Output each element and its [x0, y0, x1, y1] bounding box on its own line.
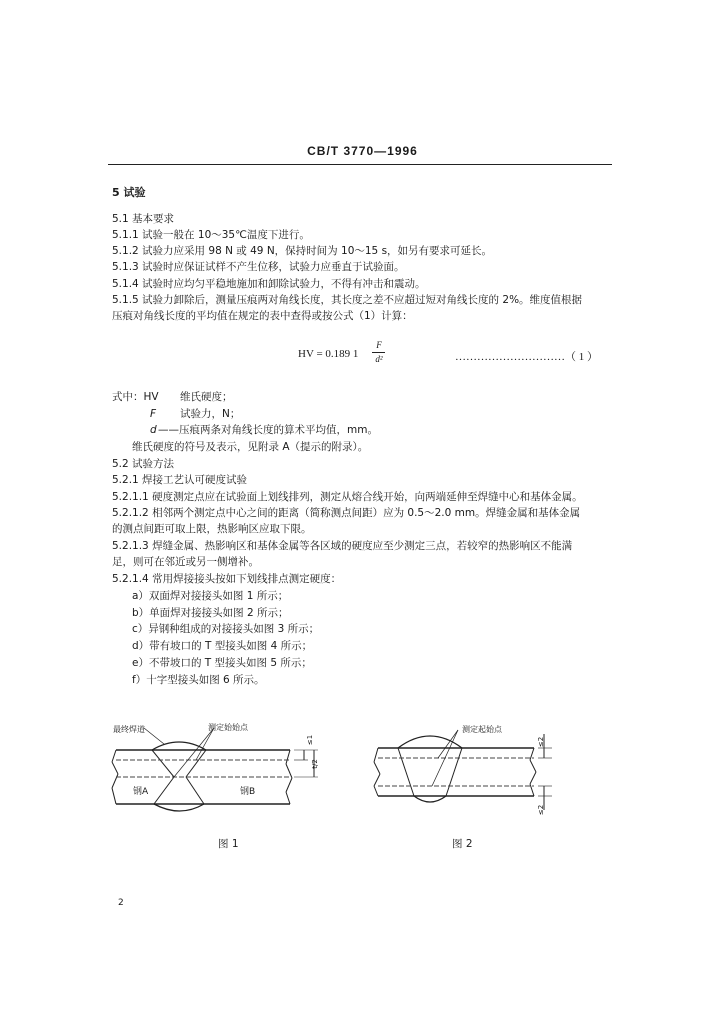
list-item-e: e）不带坡口的 T 型接头如图 5 所示； [132, 657, 312, 669]
symbol-f: F [150, 408, 157, 420]
symbol-d: d [150, 424, 157, 436]
symbol-note: 维氏硬度的符号及表示，见附录 A（提示的附录）。 [132, 441, 369, 453]
figure-1-caption: 图 1 [218, 838, 239, 850]
clause-5-1-3: 5.1.3 试验时应保证试样不产生位移，试验力应垂直于试验面。 [112, 261, 405, 273]
list-item-a: a）双面焊对接接头如图 1 所示； [132, 590, 289, 602]
clause-5-1-5-line2: 压痕对角线长度的平均值在规定的表中查得或按公式（1）计算： [112, 310, 413, 322]
figure-1-dim-2: t/2 [310, 759, 319, 769]
formula-denominator: d² [375, 354, 383, 364]
clause-5-2-1-3-line2: 足，则可在邻近或另一侧增补。 [112, 556, 259, 568]
formula-equation-number: …………………………（ 1 ） [455, 351, 598, 363]
formula-numerator: F [376, 340, 382, 350]
figure-1-label-points: 测定始始点 [208, 723, 248, 732]
formula-lhs: HV = 0.189 1 [298, 348, 359, 360]
list-item-c: c）异钢种组成的对接接头如图 3 所示； [132, 623, 320, 635]
figure-2-label-points: 测定起始点 [462, 725, 502, 734]
clause-5-2-1-4: 5.2.1.4 常用焊接接头按如下划线排点测定硬度： [112, 573, 342, 585]
figure-2-caption: 图 2 [452, 838, 473, 850]
figure-2-dim-1: ≤2 [537, 736, 546, 748]
formula-fraction-bar [372, 352, 385, 353]
symbol-hv: 式中：HV [112, 391, 159, 403]
subsection-5-2-1-title: 5.2.1 焊接工艺认可硬度试验 [112, 474, 248, 486]
figure-1-label-weld: 最终焊道 [113, 725, 145, 734]
page-number: 2 [118, 898, 124, 908]
header-rule [108, 164, 612, 165]
clause-5-2-1-1: 5.2.1.1 硬度测定点应在试验面上划线排列，测定从熔合线开始，向两端延伸至焊缝中心和基体金属。 [112, 491, 583, 503]
clause-5-1-1: 5.1.1 试验一般在 10～35℃温度下进行。 [112, 229, 310, 241]
clause-5-2-1-2-line1: 5.2.1.2 相邻两个测定点中心之间的距离（简称测点间距）应为 0.5～2.0 mm。焊缝金属和基体金属 [112, 507, 581, 519]
clause-5-2-1-2-line2: 的测点间距可取上限，热影响区应取下限。 [112, 523, 312, 535]
clause-5-2-1-3-line1: 5.2.1.3 焊缝金属、热影响区和基体金属等各区域的硬度应至少测定三点，若较窄的热影响区不能满 [112, 540, 573, 552]
symbol-hv-desc: 维氏硬度； [180, 391, 233, 403]
list-item-b: b）单面焊对接接头如图 2 所示； [132, 607, 289, 619]
symbol-d-desc: ——压痕两条对角线长度的算术平均值，mm。 [158, 424, 378, 436]
symbol-f-desc: 试验力，N； [180, 408, 241, 420]
clause-5-1-4: 5.1.4 试验时应均匀平稳地施加和卸除试验力，不得有冲击和震动。 [112, 278, 426, 290]
figure-1-label-steel-b: 钢B [240, 787, 256, 797]
figure-1-dim-1: ≤1 [306, 734, 315, 746]
list-item-d: d）带有坡口的 T 型接头如图 4 所示； [132, 640, 313, 652]
document-code-header: CB/T 3770—1996 [307, 144, 418, 158]
section-5-title: 5 试验 [112, 186, 146, 199]
list-item-f: f）十字型接头如图 6 所示。 [132, 674, 265, 686]
figure-2-dim-2: ≤2 [537, 804, 546, 816]
figure-1-label-steel-a: 钢A [133, 787, 149, 797]
clause-5-1-5-line1: 5.1.5 试验力卸除后，测量压痕两对角线长度，其长度之差不应超过短对角线长度的 2%。维度值根据 [112, 294, 583, 306]
subsection-5-1-title: 5.1 基本要求 [112, 213, 175, 225]
subsection-5-2-title: 5.2 试验方法 [112, 458, 175, 470]
clause-5-1-2: 5.1.2 试验力应采用 98 N 或 49 N，保持时间为 10～15 s，如另有要求可延长。 [112, 245, 493, 257]
